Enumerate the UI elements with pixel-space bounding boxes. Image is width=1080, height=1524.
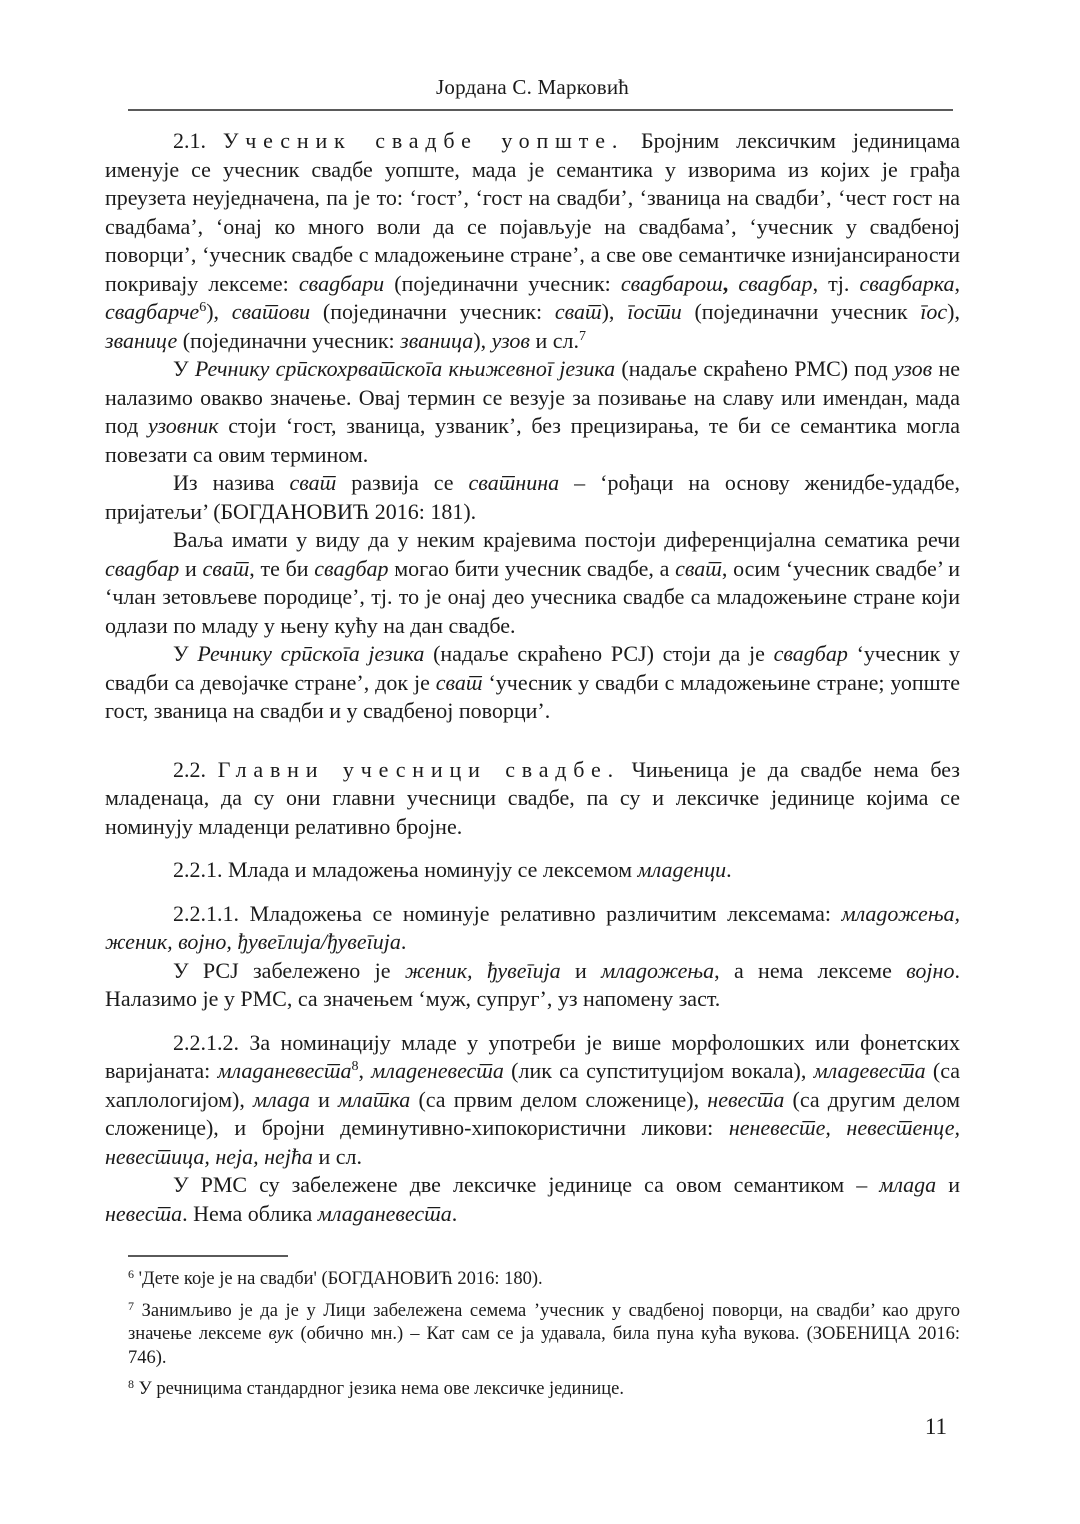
text-run: (са хаплологијом), xyxy=(105,1058,960,1112)
text-run: узов xyxy=(491,327,530,353)
text-run: сватнина xyxy=(468,470,560,495)
footnotes xyxy=(128,1268,960,1402)
text-run: и сл. xyxy=(312,1143,362,1169)
text-run: . xyxy=(726,857,732,882)
text-run: У xyxy=(173,356,195,381)
text-run: војно xyxy=(906,957,955,983)
header-rule xyxy=(128,109,953,111)
text-run: (појединачни учесник: xyxy=(310,299,555,324)
footnote-marker: 8 xyxy=(128,1377,134,1391)
text-run: (појединачни учесник: xyxy=(384,270,621,296)
paragraph xyxy=(105,526,960,640)
paragraph xyxy=(105,856,960,885)
text-run: , тј. xyxy=(812,270,860,296)
footnote-ref: 7 xyxy=(579,328,586,344)
paragraph xyxy=(105,355,960,469)
paragraph xyxy=(105,1171,960,1228)
text-run: младожења, женик, војно, ђувеглија/ђувегија xyxy=(105,900,960,954)
text-run xyxy=(728,271,738,296)
text-run: младожења xyxy=(601,957,715,983)
text-run: , xyxy=(722,270,729,296)
text-run: сват xyxy=(289,470,337,495)
text-run: 2.1. xyxy=(173,128,223,153)
text-run: , те би xyxy=(249,555,315,581)
text-run: (са првим делом сложенице), xyxy=(410,1086,708,1112)
paragraph xyxy=(105,127,960,355)
text-run: развија се xyxy=(336,470,469,495)
paragraph xyxy=(105,1029,960,1172)
text-run: млада xyxy=(253,1086,310,1112)
text-run: и xyxy=(309,1086,339,1112)
text-run: и xyxy=(179,555,203,581)
paragraph xyxy=(105,756,960,842)
text-run: младевеста xyxy=(813,1058,926,1083)
text-run: свадбарче xyxy=(105,299,200,324)
text-run: сват xyxy=(202,555,250,581)
text-run: . Нема облика xyxy=(182,1200,318,1226)
text-run: Речнику српскога језика xyxy=(197,641,425,666)
text-run: ), xyxy=(947,299,960,324)
text-run: , xyxy=(954,270,960,296)
text-run: свадбарка xyxy=(859,270,955,296)
text-run: невеста xyxy=(105,1200,183,1226)
text-run: не налазимо овакво значење. Овај термин се везује за позивање на славу или имендан, мада под xyxy=(105,356,961,438)
text-run: узовник xyxy=(148,413,219,438)
text-run: ), xyxy=(473,327,492,353)
text-run: и сл. xyxy=(529,327,579,353)
text-run: свадбар xyxy=(738,270,813,296)
paragraph xyxy=(105,900,960,957)
text-run: стоји ‘гост, званица, узваник’, без прецизирања, те би се семантика могла повезати са овим термином. xyxy=(105,413,960,467)
footnote xyxy=(128,1300,960,1371)
text-run: гос xyxy=(920,299,948,324)
text-run: ), xyxy=(601,299,628,324)
text-run: свадбарош xyxy=(620,270,723,296)
content-column xyxy=(105,0,960,1410)
text-run: ‘учесник у свадби с младожењине стране; уопште гост, званица на свадби и у свадбеној поворци’. xyxy=(105,669,961,723)
text-run: (лик са супституцијом вокала), xyxy=(503,1058,814,1083)
text-run: сватови xyxy=(231,299,311,324)
running-header-author: Јордана С. Марковић xyxy=(436,75,629,99)
text-run: ), xyxy=(206,299,232,324)
text-run: У РМС су забележене две лексичке јединице са овом семантиком – xyxy=(173,1172,880,1197)
text-run: Учесник свадбе уопште. xyxy=(222,128,625,153)
text-run: 2.2.1.2. За номинацију младе у употреби је више морфолошких или фонетских варијаната: xyxy=(105,1029,960,1083)
paragraph xyxy=(105,640,960,726)
text-run: узов xyxy=(893,356,933,381)
text-run: (обично мн.) – Кат сам се ја удавала, била пуна кућа вукова. (ЗОБЕНИЦА 2016: 746). xyxy=(128,1324,960,1368)
text-run: званица xyxy=(400,327,474,353)
text-run: младенци xyxy=(637,857,727,882)
text-run: Из назива xyxy=(173,470,290,495)
text-run: , xyxy=(358,1058,372,1083)
text-run: младеневеста xyxy=(371,1058,504,1083)
text-run: (надаље скраћено РМС) под xyxy=(615,356,894,381)
text-run: У РСЈ забележено је xyxy=(173,957,405,983)
text-run: вук xyxy=(268,1324,294,1344)
text-run: неневесте, невестенце, невестица, неја, нејћа xyxy=(105,1115,960,1169)
text-run: сват xyxy=(435,669,483,695)
footnote-ref: 6 xyxy=(199,300,207,315)
text-run: сват xyxy=(675,555,722,581)
text-run: Чињеница је да свадбе нема без младенаца, да су они главни учесници свадбе, па су и лексичке јединице којима се номинују младенци релативно бројне. xyxy=(105,756,961,839)
text-run: сват xyxy=(554,299,602,324)
text-run: младаневеста xyxy=(317,1200,452,1226)
text-run: (појединачни учесник: xyxy=(177,327,401,353)
paragraph xyxy=(105,957,960,1014)
text-run: (појединачни учесник xyxy=(681,299,921,324)
text-run: и xyxy=(936,1172,960,1197)
text-run: свадбар xyxy=(314,555,389,581)
text-run: У речницима стандардног језика нема ове лексичке јединице. xyxy=(138,1379,624,1399)
text-run: . xyxy=(400,929,407,954)
text-run: , осим ‘учесник свадбе’ и ‘члан зетовљеве породице’, тј. то је онај део учесника свадбе са младожењине стране који одлази по младу у њену кућу на дан свадбе. xyxy=(105,555,960,638)
text-run: . xyxy=(451,1200,458,1226)
text-run: – ‘рођаци на основу женидбе-удадбе, пријатељи’ (БОГДАНОВИЋ 2016: 181). xyxy=(105,470,960,524)
text-run: Ваља имати у виду да у неким крајевима постоји диференцијална сематика речи xyxy=(173,527,960,552)
text-run: младаневеста xyxy=(217,1058,352,1083)
footnote-ref: 8 xyxy=(351,1059,359,1074)
body-text xyxy=(105,127,960,1228)
text-run: свадбар xyxy=(105,555,180,581)
text-run: ‘учесник у свадби са девојачке стране’, док је xyxy=(105,641,961,695)
text-run: невеста xyxy=(707,1086,785,1112)
text-run: 2.2.1. Млада и младожења номинују се лексемом xyxy=(173,857,638,882)
footnote xyxy=(128,1378,960,1402)
footnote-marker: 7 xyxy=(128,1298,134,1313)
text-run: (са другим делом сложенице), и бројни деминутивно-хипокористични ликови: xyxy=(105,1086,961,1140)
text-run: Главни учесници свадбе. xyxy=(217,756,620,782)
text-run: Речнику српскохрватскога књижевног језика xyxy=(194,356,616,381)
text-run: У xyxy=(173,641,198,666)
text-run: могао бити учесник свадбе, а xyxy=(388,555,676,581)
text-run: , а нема лексеме xyxy=(714,957,907,983)
paragraph xyxy=(105,469,960,526)
text-run: женик, ђувегија xyxy=(404,957,561,983)
text-run: . Налазимо је у РМС, са значењем ‘муж, супруг’, уз напомену заст. xyxy=(105,957,960,1011)
text-run: свадбар xyxy=(773,641,848,666)
text-run: 2.2.1.1. Младожења се номинује релативно различитим лексемама: xyxy=(173,900,842,926)
footnote-separator-rule xyxy=(128,1255,288,1257)
text-run: 'Дете које је на свадби' (БОГДАНОВИЋ 2016: 180). xyxy=(138,1269,543,1289)
text-run: млатка xyxy=(338,1086,411,1112)
text-run: званице xyxy=(105,327,178,353)
text-run: млада xyxy=(879,1172,937,1197)
text-run: гости xyxy=(627,299,682,324)
footnote-block xyxy=(128,1255,960,1402)
text-run: (надаље скраћено РСЈ) стоји да је xyxy=(424,641,774,666)
text-run: и xyxy=(560,957,602,983)
text-run: Бројним лексичким јединицама именује се учесник свадбе уопште, мада је семантика у изворима из којих је грађа преузета неуједначена, па је то: ‘гост’, ‘гост на свадби’, ‘званица на свадби’, ‘чест гост на свадбама’, ‘онај ко много воли да се појављује на свадбама’, ‘учесник у свадбеној поворци’, ‘учесник свадбе с младожењине стране’, а све ове семантичке изнијансираности покривају лексеме: xyxy=(105,128,961,296)
text-run: свадбари xyxy=(298,270,385,296)
page-number: 11 xyxy=(924,1414,947,1439)
text-run: 2.2. xyxy=(173,756,218,782)
footnote xyxy=(128,1268,960,1292)
text-run: Занимљиво је да је у Лици забележена семема ’учесник у свадбеној поворци, на свадби’ као друго значење лексеме xyxy=(128,1300,961,1344)
footnote-marker: 6 xyxy=(128,1267,134,1281)
